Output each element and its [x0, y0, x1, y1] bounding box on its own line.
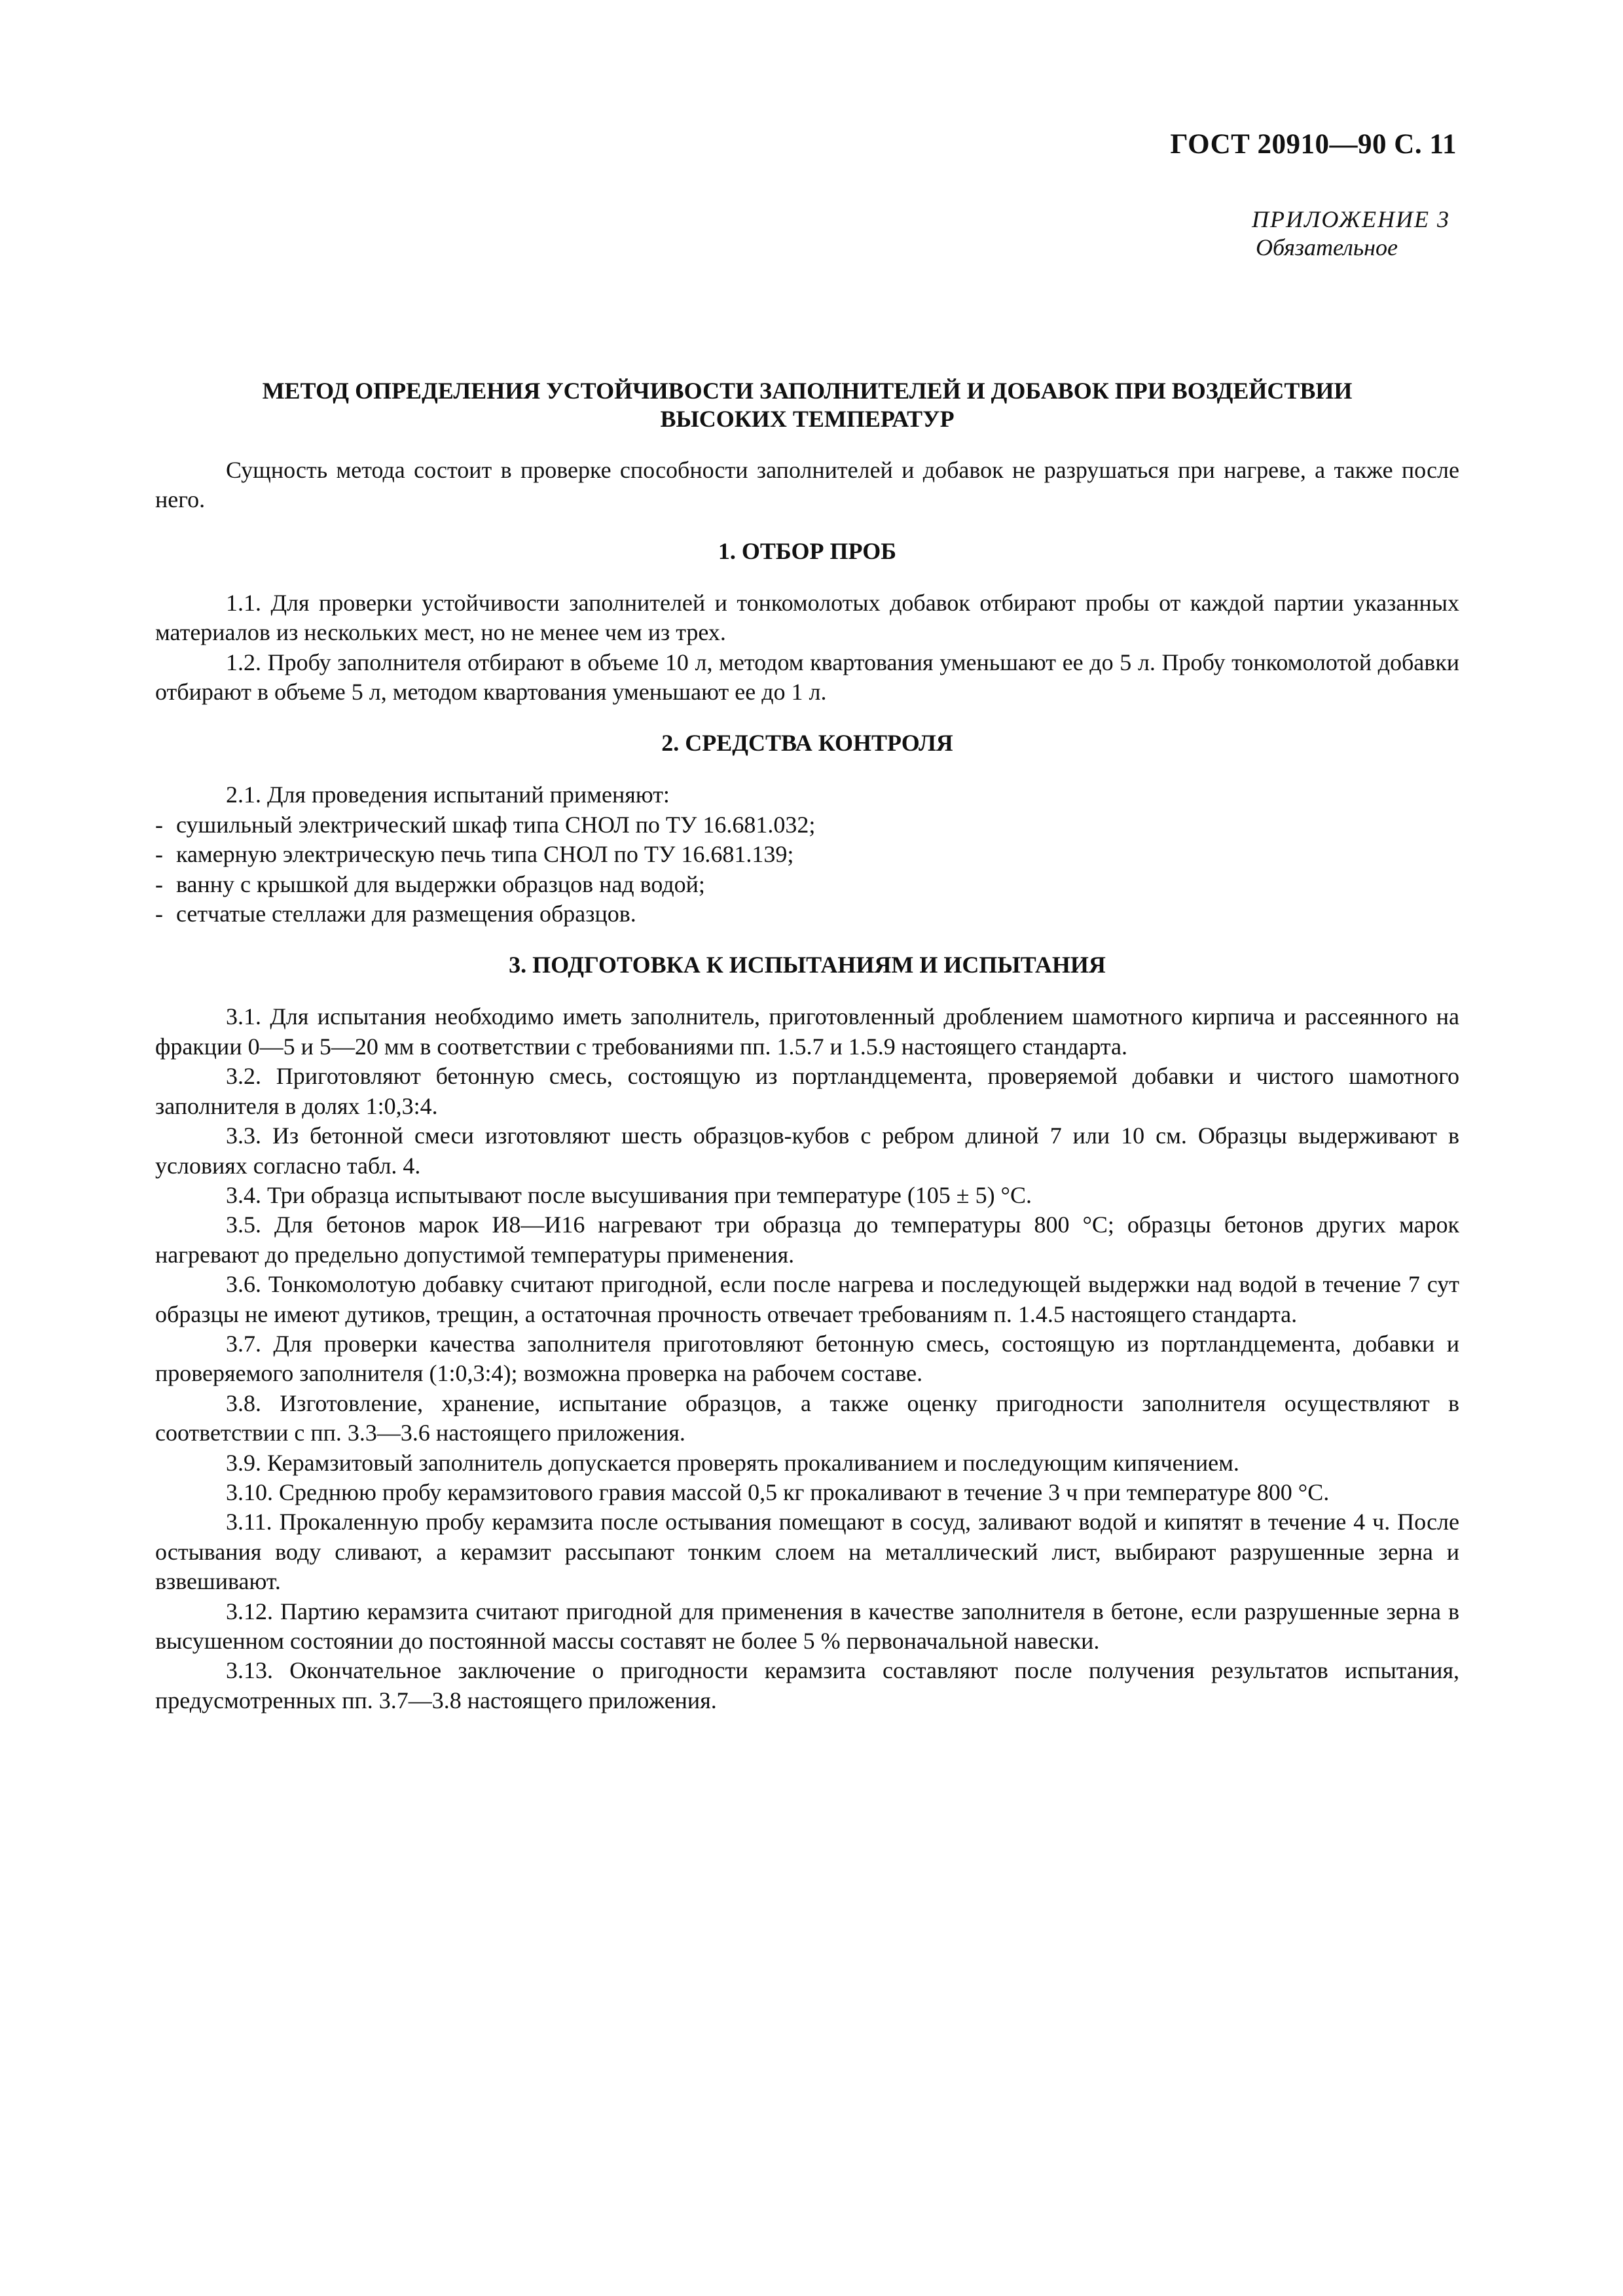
paragraph-3-7: 3.7. Для проверки качества заполнителя приготовляют бетонную смесь, состоящую из портландцемента, добавки и проверяемого заполнителя (1:0,3:4); возможна проверка на рабочем составе.	[155, 1330, 1459, 1387]
paragraph-3-1: 3.1. Для испытания необходимо иметь заполнитель, приготовленный дроблением шамотного кирпича и рассеянного на фракции 0—5 и 5—20 мм в соответствии с требованиями пп. 1.5.7 и 1.5.9 настоящего стандарта.	[155, 1003, 1459, 1060]
appendix-number: ПРИЛОЖЕНИЕ 3	[1252, 206, 1450, 232]
section-1-title: 1. ОТБОР ПРОБ	[718, 537, 897, 564]
list-item	[155, 810, 1459, 840]
paragraph-3-13: 3.13. Окончательное заключение о пригодности керамзита составляют после получения результатов испытания, предусмотренных пп. 3.7—3.8 настоящего приложения.	[155, 1657, 1459, 1713]
paragraph-1-1: 1.1. Для проверки устойчивости заполнителей и тонкомолотых добавок отбирают пробы от каждой партии указанных материалов из нескольких мест, но не менее чем из трех.	[155, 589, 1459, 646]
paragraph-3-6: 3.6. Тонкомолотую добавку считают пригодной, если после нагрева и последующей выдержки над водой в течение 7 сут образцы не имеют дутиков, трещин, а остаточная прочность отвечает требованиям п. 1.4.5 настоящего стандарта.	[155, 1271, 1459, 1327]
document-body	[155, 377, 1459, 1715]
paragraph-2-1: 2.1. Для проведения испытаний применяют:	[226, 781, 670, 808]
dash-marker: -	[155, 901, 163, 927]
list-item	[155, 899, 1459, 929]
paragraph-3-12: 3.12. Партию керамзита считают пригодной для применения в качестве заполнителя в бетоне, если разрушенные зерна в высушенном состоянии до постоянной массы составят не более 5 % первоначальной навески.	[155, 1598, 1459, 1654]
paragraph-3-10: 3.10. Среднюю пробу керамзитового гравия массой 0,5 кг прокаливают в течение 3 ч при температуре 800 °С.	[226, 1479, 1330, 1505]
appendix-label-block	[1252, 206, 1450, 262]
section-2-title: 2. СРЕДСТВА КОНТРОЛЯ	[661, 730, 953, 757]
list-item-text: сетчатые стеллажи для размещения образцов.	[176, 901, 636, 927]
standard-page-code: ГОСТ 20910—90 С. 11	[1170, 129, 1457, 160]
dash-marker: -	[155, 841, 163, 868]
dash-marker: -	[155, 811, 163, 838]
list-item	[155, 840, 1459, 869]
title-line-2: ВЫСОКИХ ТЕМПЕРАТУР	[660, 406, 955, 432]
title-line-1: МЕТОД ОПРЕДЕЛЕНИЯ УСТОЙЧИВОСТИ ЗАПОЛНИТЕЛЕЙ И ДОБАВОК ПРИ ВОЗДЕЙСТВИИ	[262, 378, 1353, 404]
paragraph-1-2: 1.2. Пробу заполнителя отбирают в объеме 10 л, методом квартования уменьшают ее до 5 л. Пробу тонкомолотой добавки отбирают в объеме 5 л, методом квартования уменьшают ее до 1 л.	[155, 649, 1459, 706]
list-item	[155, 870, 1459, 899]
paragraph-3-11: 3.11. Прокаленную пробу керамзита после остывания помещают в сосуд, заливают водой и кипятят в течение 4 ч. После остывания воду сливают, а керамзит рассыпают тонким слоем на металлический лист, выбирают разрушенные зерна и взвешивают.	[155, 1509, 1459, 1595]
document-title	[155, 377, 1459, 433]
appendix-status: Обязательное	[1256, 234, 1398, 260]
dash-marker: -	[155, 870, 163, 897]
paragraph-3-9: 3.9. Керамзитовый заполнитель допускается проверять прокаливанием и последующим кипячением.	[226, 1449, 1239, 1476]
paragraph-3-3: 3.3. Из бетонной смеси изготовляют шесть образцов-кубов с ребром длиной 7 или 10 см. Образцы выдерживают в условиях согласно табл. 4.	[155, 1122, 1459, 1179]
intro-paragraph: Сущность метода состоит в проверке способности заполнителей и добавок не разрушаться при нагреве, а также после него.	[155, 457, 1459, 513]
section-3-title: 3. ПОДГОТОВКА К ИСПЫТАНИЯМ И ИСПЫТАНИЯ	[509, 952, 1106, 978]
paragraph-3-2: 3.2. Приготовляют бетонную смесь, состоящую из портландцемента, проверяемой добавки и чистого шамотного заполнителя в долях 1:0,3:4.	[155, 1063, 1459, 1119]
list-item-text: камерную электрическую печь типа СНОЛ по ТУ 16.681.139;	[176, 841, 794, 868]
equipment-list	[155, 810, 1459, 929]
paragraph-3-8: 3.8. Изготовление, хранение, испытание образцов, а также оценку пригодности заполнителя осуществляют в соответствии с пп. 3.3—3.6 настоящего приложения.	[155, 1390, 1459, 1446]
list-item-text: сушильный электрический шкаф типа СНОЛ по ТУ 16.681.032;	[176, 811, 816, 838]
list-item-text: ванну с крышкой для выдержки образцов над водой;	[176, 870, 705, 897]
paragraph-3-4: 3.4. Три образца испытывают после высушивания при температуре (105 ± 5) °С.	[226, 1181, 1032, 1208]
paragraph-3-5: 3.5. Для бетонов марок И8—И16 нагревают три образца до температуры 800 °С; образцы бетонов других марок нагревают до предельно допустимой температуры применения.	[155, 1211, 1459, 1268]
